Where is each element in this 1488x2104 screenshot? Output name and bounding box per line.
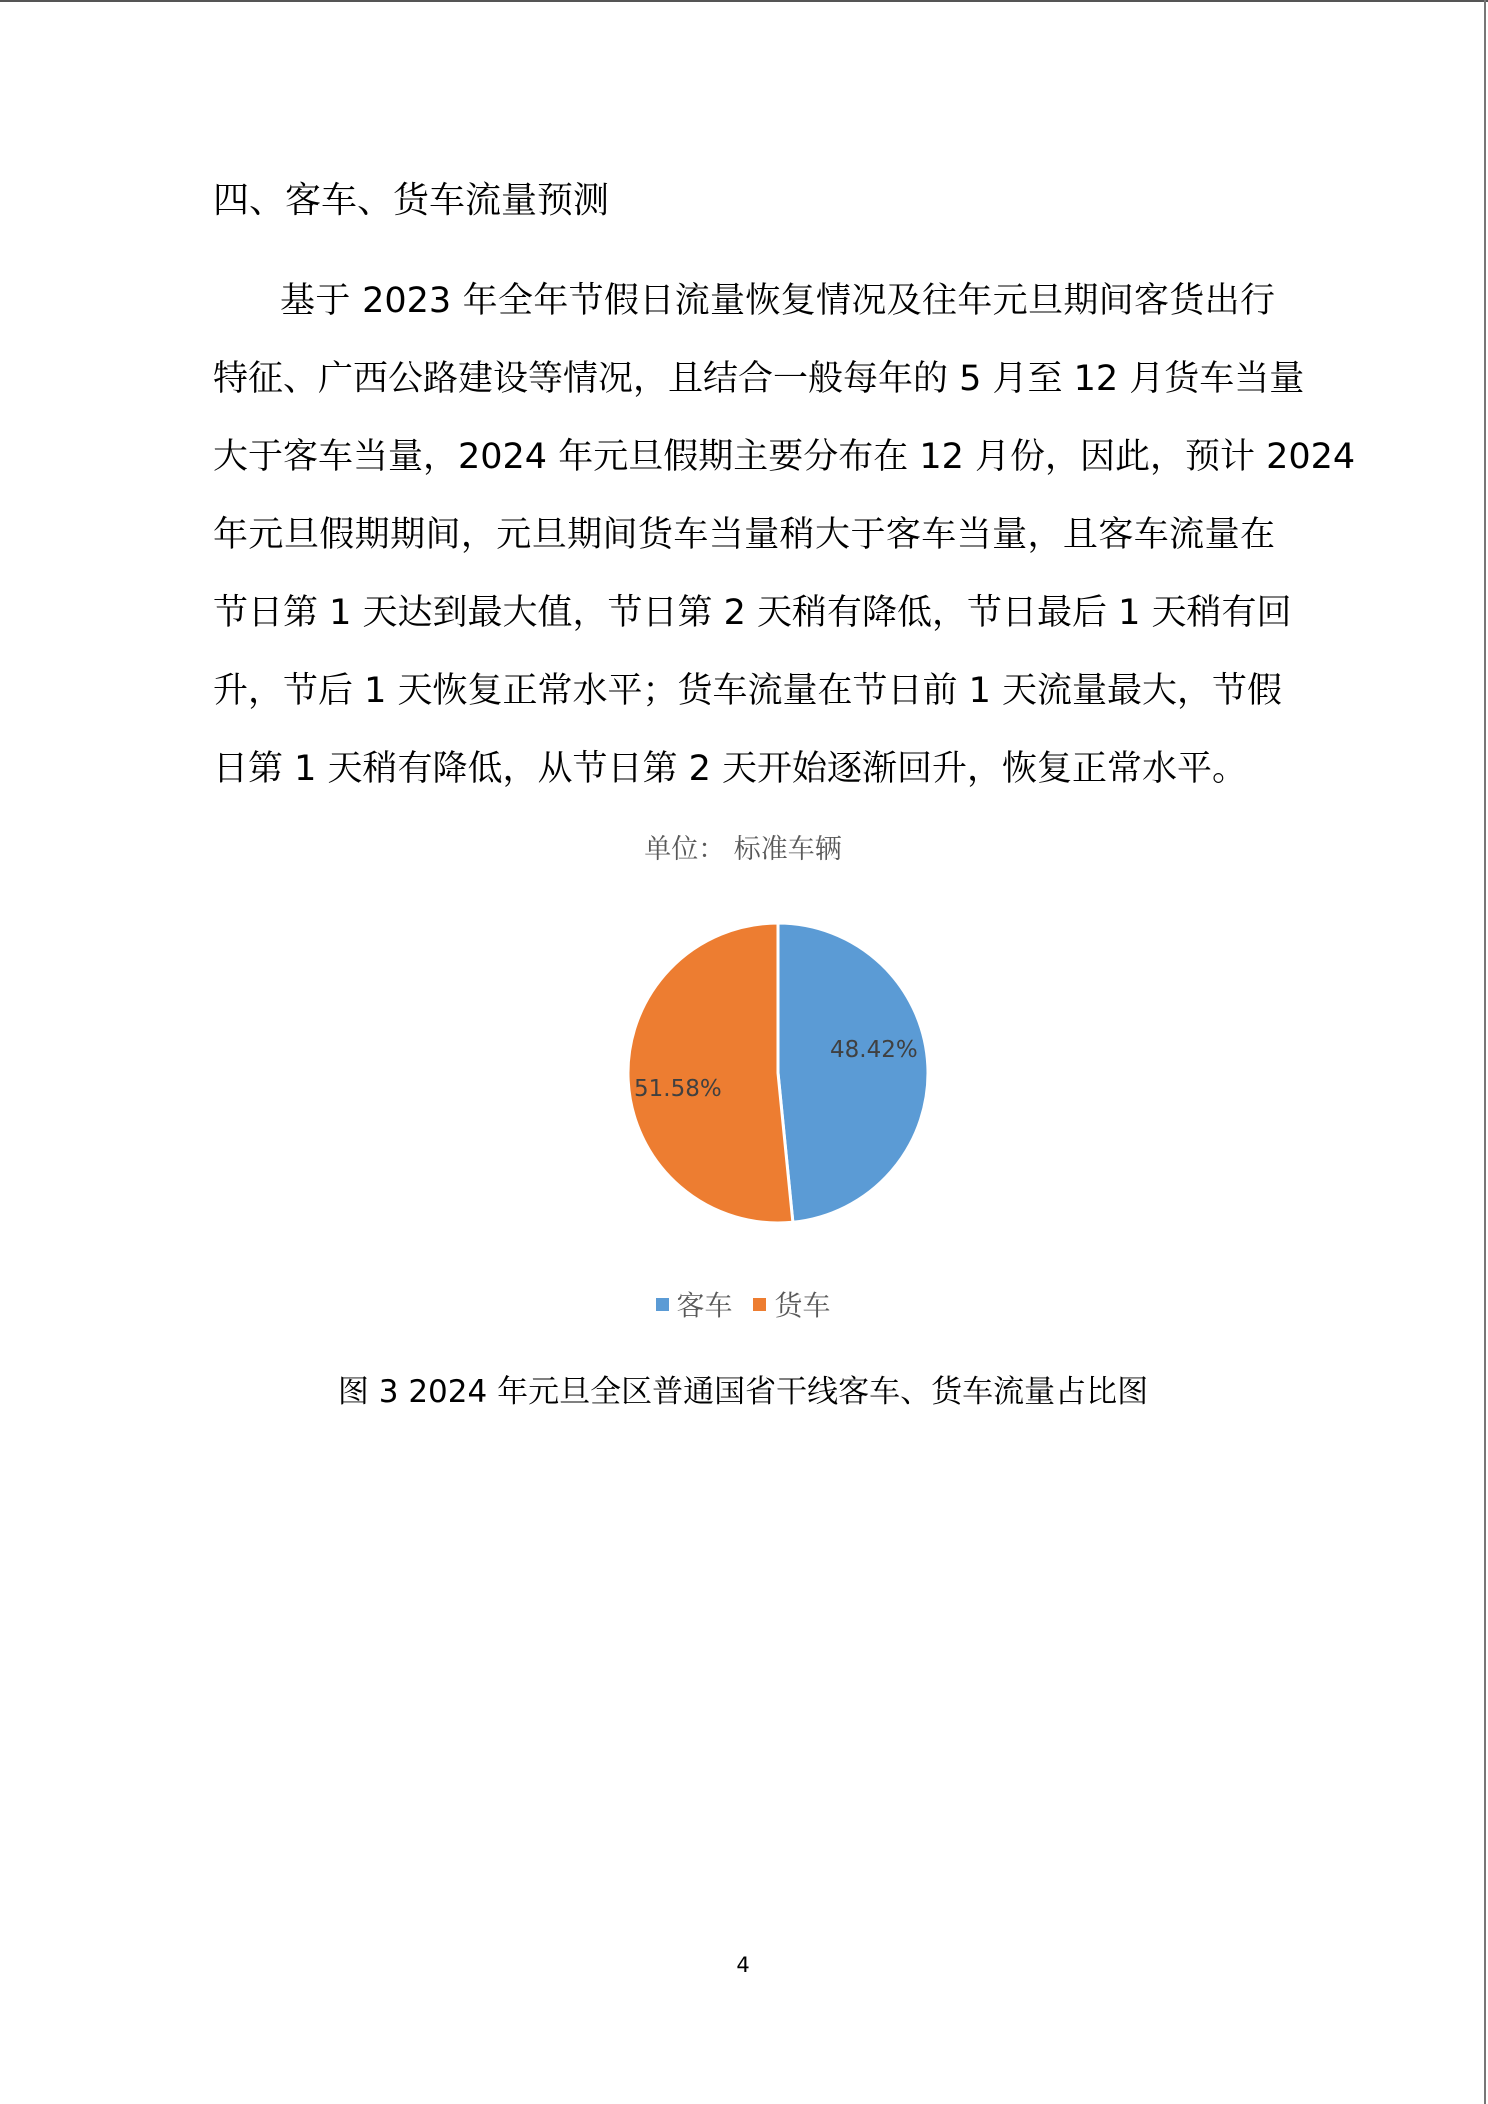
pie-chart [618, 913, 938, 1233]
page-number: 4 [736, 1953, 750, 1977]
paragraph-line-3: 大于客车当量，2024 年元旦假期主要分布在 12 月份，因此，预计 2024 [213, 437, 1356, 477]
paragraph-line-2: 特征、广西公路建设等情况，且结合一般每年的 5 月至 12 月货车当量 [213, 359, 1305, 399]
paragraph-line-5: 节日第 1 天达到最大值，节日第 2 天稍有降低，节日最后 1 天稍有回 [213, 593, 1292, 633]
paragraph-line-6: 升，节后 1 天恢复正常水平；货车流量在节日前 1 天流量最大，节假 [213, 671, 1283, 711]
paragraph-line-1: 基于 2023 年全年节假日流量恢复情况及往年元旦期间客货出行 [280, 281, 1275, 321]
paragraph-line-7: 日第 1 天稍有降低，从节日第 2 天开始逐渐回升，恢复正常水平。 [213, 749, 1248, 789]
pie-slice-passenger [778, 923, 928, 1222]
chart-legend [0, 1284, 1486, 1324]
pie-label-passenger: 48.42% [830, 1037, 918, 1063]
chart-unit-label: 单位： 标准车辆 [644, 834, 842, 865]
legend-item-passenger: 客车 [656, 1284, 733, 1324]
pie-slice-freight [628, 923, 793, 1223]
section-heading: 四、客车、货车流量预测 [213, 180, 610, 221]
legend-swatch-passenger-icon [656, 1298, 669, 1311]
legend-item-freight: 货车 [753, 1284, 830, 1324]
page-top-border [0, 0, 1488, 2]
legend-swatch-freight-icon [753, 1298, 766, 1311]
figure-caption: 图 3 2024 年元旦全区普通国省干线客车、货车流量占比图 [337, 1374, 1149, 1410]
pie-chart-svg [618, 913, 938, 1233]
page-right-border [1484, 0, 1486, 2104]
pie-label-freight: 51.58% [634, 1076, 722, 1102]
paragraph-line-4: 年元旦假期期间，元旦期间货车当量稍大于客车当量，且客车流量在 [213, 515, 1275, 555]
